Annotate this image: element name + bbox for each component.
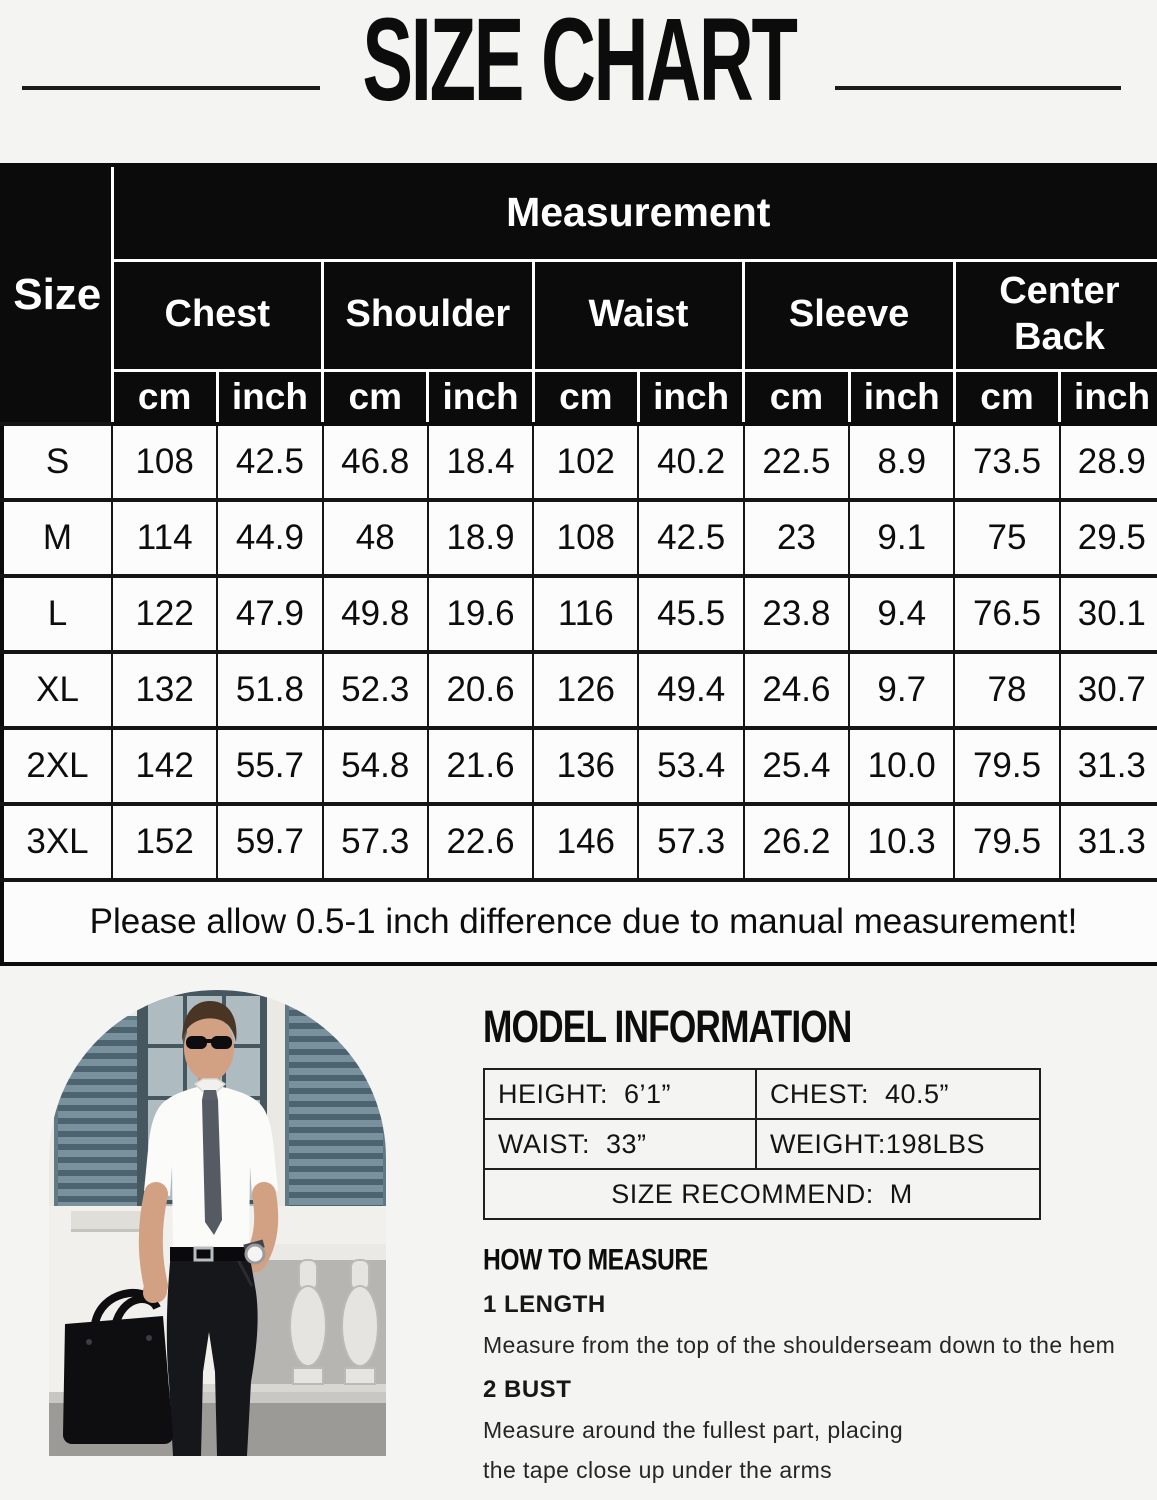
size-chart-body [2,424,1157,880]
unit-header-inch: inch [1060,370,1157,424]
size-cell: M [2,500,112,576]
table-row-m [2,500,1157,576]
model-chest-cell: CHEST: 40.5” [756,1069,1040,1119]
model-info-row [484,1119,1040,1169]
value-cell: 57.3 [638,804,743,880]
value-cell: 49.8 [323,576,428,652]
value-cell: 19.6 [428,576,533,652]
value-cell: 45.5 [638,576,743,652]
value-cell: 30.1 [1060,576,1157,652]
value-cell: 114 [112,500,217,576]
value-cell: 51.8 [217,652,322,728]
model-info-row [484,1069,1040,1119]
value-cell: 79.5 [954,728,1059,804]
value-cell: 9.1 [849,500,954,576]
size-chart-footer [2,880,1157,964]
size-cell: 2XL [2,728,112,804]
value-cell: 126 [533,652,638,728]
model-weight-cell: WEIGHT:198LBS [756,1119,1040,1169]
column-header-waist: Waist [533,260,744,370]
size-cell: S [2,424,112,500]
value-cell: 31.3 [1060,804,1157,880]
model-info-table [483,1068,1041,1220]
header-row-groups [2,260,1157,370]
value-cell: 29.5 [1060,500,1157,576]
size-cell: L [2,576,112,652]
value-cell: 18.9 [428,500,533,576]
table-row-s [2,424,1157,500]
model-figure [49,990,386,1456]
value-cell: 122 [112,576,217,652]
value-cell: 132 [112,652,217,728]
value-cell: 23.8 [744,576,849,652]
value-cell: 18.4 [428,424,533,500]
value-cell: 79.5 [954,804,1059,880]
value-cell: 9.7 [849,652,954,728]
table-row-l [2,576,1157,652]
value-cell: 54.8 [323,728,428,804]
title-rule-right [835,86,1121,90]
unit-header-cm: cm [323,370,428,424]
model-waist-cell: WAIST: 33” [484,1119,756,1169]
value-cell: 25.4 [744,728,849,804]
size-chart-table [0,163,1157,966]
unit-header-inch: inch [428,370,533,424]
step-2-text-line-2: the tape close up under the arms [483,1457,833,1483]
value-cell: 55.7 [217,728,322,804]
model-photo [49,990,386,1456]
value-cell: 73.5 [954,424,1059,500]
column-header-shoulder: Shoulder [323,260,534,370]
value-cell: 21.6 [428,728,533,804]
value-cell: 136 [533,728,638,804]
size-cell: 3XL [2,804,112,880]
value-cell: 40.2 [638,424,743,500]
value-cell: 75 [954,500,1059,576]
value-cell: 44.9 [217,500,322,576]
measurement-header: Measurement [112,165,1157,260]
size-chart-table-wrap [0,163,1157,966]
value-cell: 76.5 [954,576,1059,652]
value-cell: 22.6 [428,804,533,880]
value-cell: 142 [112,728,217,804]
header-row-units [2,370,1157,424]
value-cell: 8.9 [849,424,954,500]
size-column-header: Size [2,165,112,424]
value-cell: 20.6 [428,652,533,728]
measurement-note: Please allow 0.5-1 inch difference due to manual measurement! [2,880,1157,964]
step-2-label: 2 BUST [483,1376,572,1403]
value-cell: 22.5 [744,424,849,500]
step-2-text-line-1: Measure around the fullest part, placing [483,1417,904,1443]
unit-header-cm: cm [744,370,849,424]
column-header-sleeve: Sleeve [744,260,955,370]
value-cell: 46.8 [323,424,428,500]
value-cell: 28.9 [1060,424,1157,500]
value-cell: 26.2 [744,804,849,880]
value-cell: 49.4 [638,652,743,728]
value-cell: 47.9 [217,576,322,652]
header-row-measurement [2,165,1157,260]
note-row [2,880,1157,964]
value-cell: 59.7 [217,804,322,880]
size-recommend-cell: SIZE RECOMMEND: M [484,1169,1040,1219]
unit-header-inch: inch [849,370,954,424]
model-information-title: MODEL INFORMATION [483,1001,852,1052]
unit-header-inch: inch [217,370,322,424]
model-height-cell: HEIGHT: 6’1” [484,1069,756,1119]
unit-header-inch: inch [638,370,743,424]
value-cell: 42.5 [638,500,743,576]
unit-header-cm: cm [112,370,217,424]
table-row-2xl [2,728,1157,804]
step-1-label: 1 LENGTH [483,1291,606,1318]
size-chart-header [2,165,1157,424]
value-cell: 152 [112,804,217,880]
value-cell: 30.7 [1060,652,1157,728]
value-cell: 52.3 [323,652,428,728]
value-cell: 146 [533,804,638,880]
value-cell: 10.0 [849,728,954,804]
bag-icon [63,1283,173,1444]
value-cell: 9.4 [849,576,954,652]
size-cell: XL [2,652,112,728]
value-cell: 53.4 [638,728,743,804]
table-row-3xl [2,804,1157,880]
value-cell: 24.6 [744,652,849,728]
value-cell: 102 [533,424,638,500]
how-to-measure-title: HOW TO MEASURE [483,1243,708,1276]
value-cell: 10.3 [849,804,954,880]
value-cell: 57.3 [323,804,428,880]
column-header-chest: Chest [112,260,323,370]
value-cell: 78 [954,652,1059,728]
value-cell: 31.3 [1060,728,1157,804]
model-info-row [484,1169,1040,1219]
unit-header-cm: cm [954,370,1059,424]
value-cell: 42.5 [217,424,322,500]
unit-header-cm: cm [533,370,638,424]
value-cell: 116 [533,576,638,652]
value-cell: 108 [112,424,217,500]
value-cell: 108 [533,500,638,576]
value-cell: 48 [323,500,428,576]
table-row-xl [2,652,1157,728]
column-header-center-back: Center Back [954,260,1157,370]
page-header [0,0,1157,160]
baluster-icon [290,1260,378,1384]
value-cell: 23 [744,500,849,576]
model-info-section [483,1001,1143,1484]
step-1-text: Measure from the top of the shoulderseam down to the hem [483,1332,1116,1358]
page-title: SIZE CHART [361,0,796,127]
